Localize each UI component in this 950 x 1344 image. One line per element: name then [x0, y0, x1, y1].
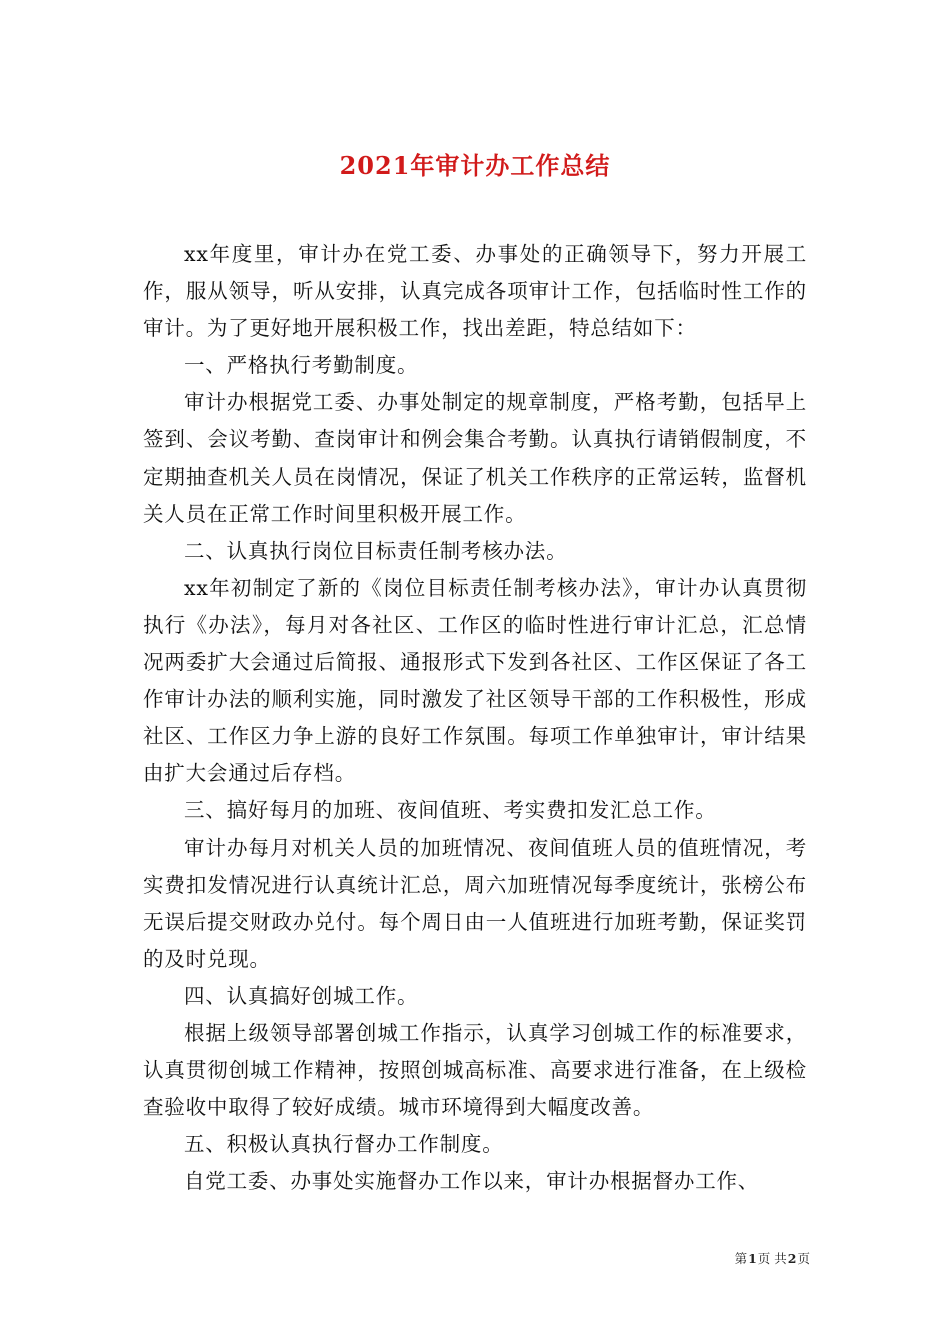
section-paragraph-4: 根据上级领导部署创城工作指示，认真学习创城工作的标准要求，认真贯彻创城工作精神，按照创城高标准、高要求进行准备，在上级检查验收中取得了较好成绩。城市环境得到大幅度改善。	[143, 1020, 807, 1120]
section-heading-2: 二、认真执行岗位目标责任制考核办法。	[184, 538, 568, 563]
section-heading-3: 三、搞好每月的加班、夜间值班、考实费扣发汇总工作。	[184, 798, 717, 823]
section-heading-5: 五、积极认真执行督办工作制度。	[184, 1132, 504, 1157]
section-paragraph-2: xx年初制定了新的《岗位目标责任制考核办法》，审计办认真贯彻执行《办法》，每月对各社区、工作区的临时性进行审计汇总，汇总情况两委扩大会通过后简报、通报形式下发到各社区、工作区保证了各工作审计办法的顺利实施，同时激发了社区领导干部的工作积极性，形成社区、工作区力争上游的良好工作氛围。每项工作单独审计，审计结果由扩大会通过后存档。	[143, 575, 807, 786]
current-page-number: 1	[748, 1251, 757, 1266]
footer-prefix: 第	[734, 1251, 748, 1266]
section-paragraph-5: 自党工委、办事处实施督办工作以来，审计办根据督办工作、	[184, 1169, 760, 1194]
document-body	[143, 236, 807, 1200]
section-paragraph-1: 审计办根据党工委、办事处制定的规章制度，严格考勤，包括早上签到、会议考勤、查岗审计和例会集合考勤。认真执行请销假制度，不定期抽查机关人员在岗情况，保证了机关工作秩序的正常运转，监督机关人员在正常工作时间里积极开展工作。	[143, 390, 807, 526]
footer-suffix: 页	[797, 1251, 810, 1266]
document-title: 2021年审计办工作总结	[339, 151, 611, 181]
section-paragraph-3: 审计办每月对机关人员的加班情况、夜间值班人员的值班情况，考实费扣发情况进行认真统计汇总，周六加班情况每季度统计，张榜公布无误后提交财政办兑付。每个周日由一人值班进行加班考勤，保证奖罚的及时兑现。	[143, 835, 807, 971]
footer-middle: 页 共	[757, 1251, 787, 1266]
total-pages-number: 2	[787, 1251, 797, 1266]
page-footer	[0, 1250, 810, 1268]
section-heading-4: 四、认真搞好创城工作。	[184, 983, 419, 1008]
section-heading-1: 一、严格执行考勤制度。	[184, 353, 419, 378]
intro-paragraph: xx年度里，审计办在党工委、办事处的正确领导下，努力开展工作，服从领导，听从安排，认真完成各项审计工作，包括临时性工作的审计。为了更好地开展积极工作，找出差距，特总结如下：	[143, 242, 807, 341]
